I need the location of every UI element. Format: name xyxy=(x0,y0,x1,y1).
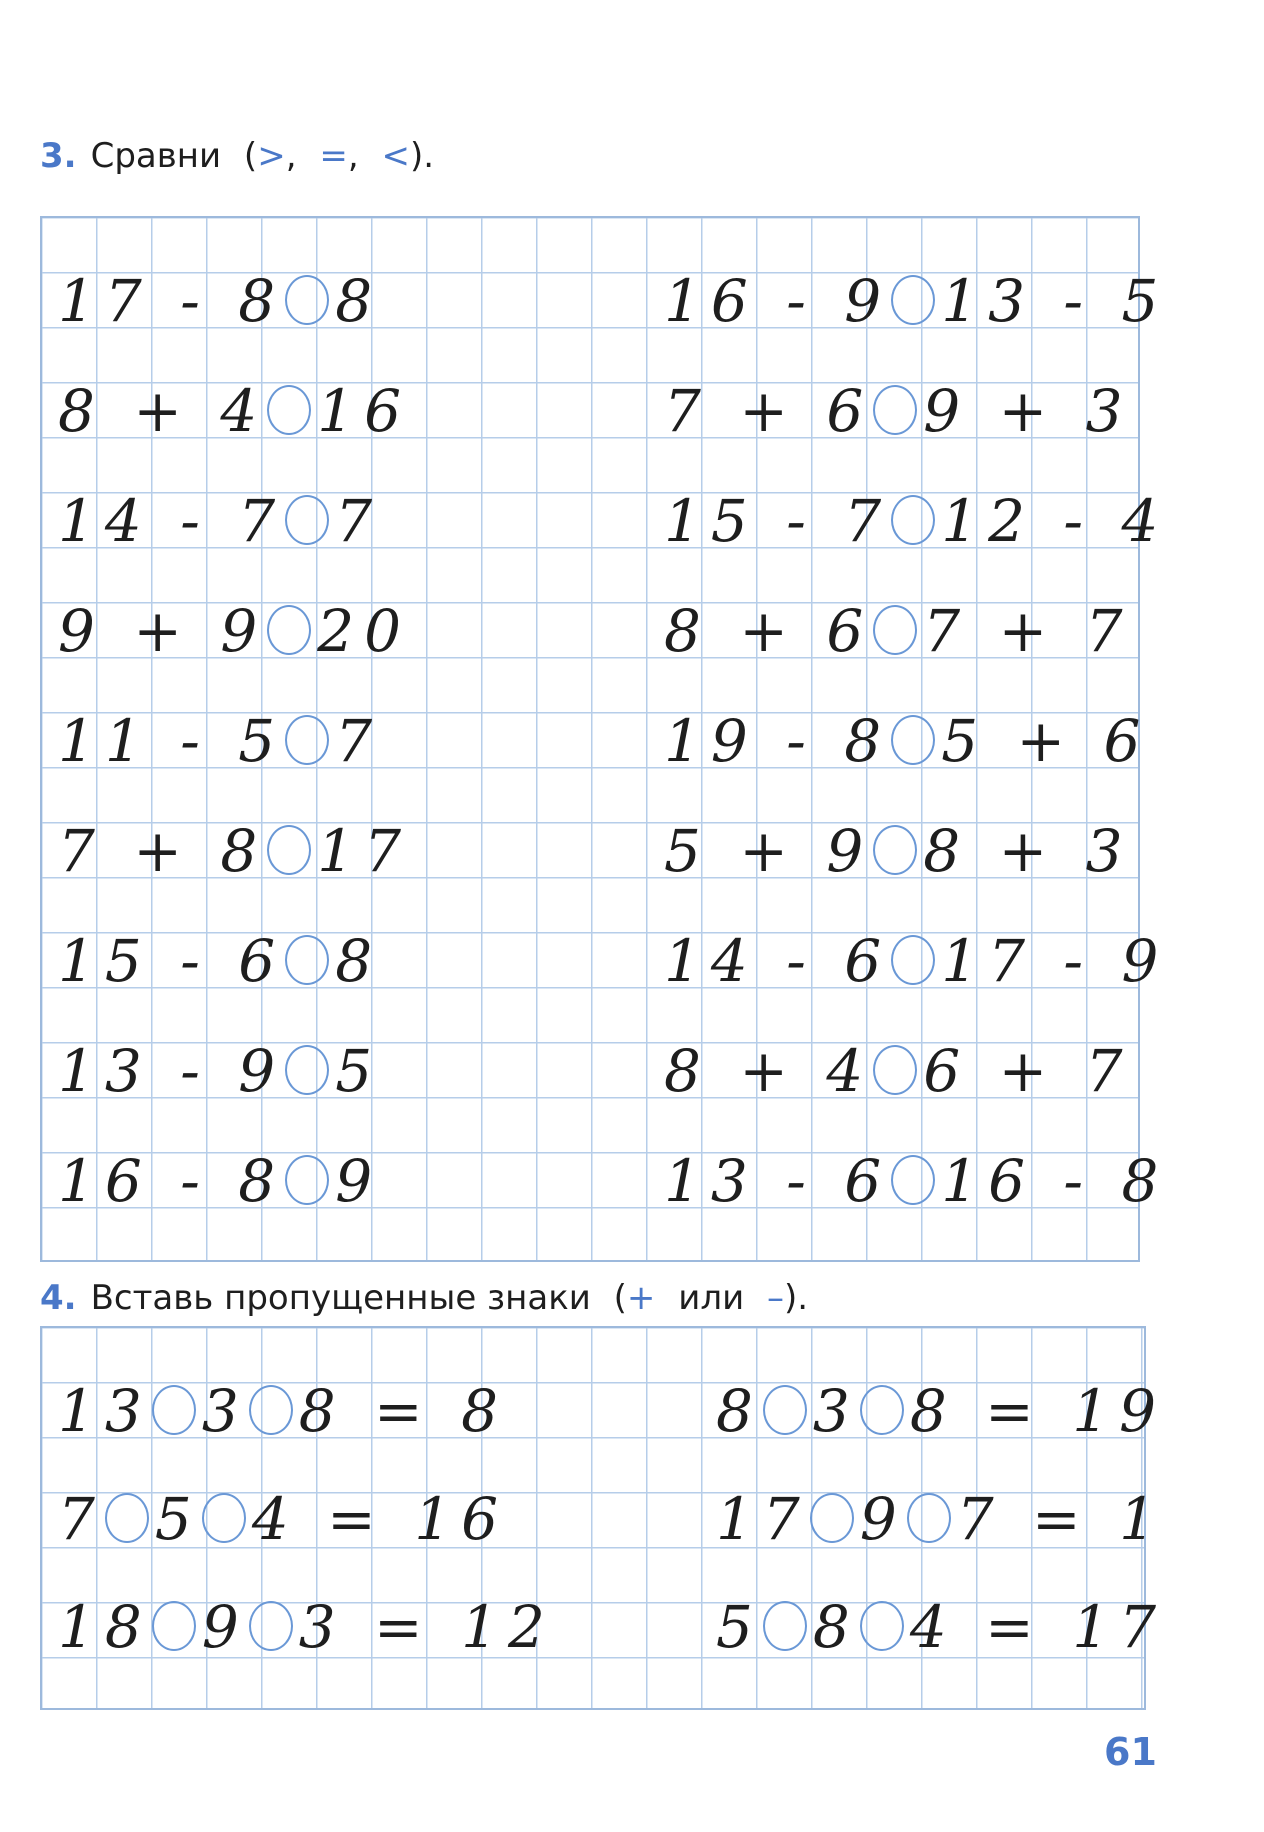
answer-circle[interactable] xyxy=(285,1045,329,1095)
expression-right: 7 xyxy=(335,707,383,775)
operand: 17 xyxy=(716,1485,810,1553)
answer-circle[interactable] xyxy=(810,1493,854,1543)
operand: 7 xyxy=(58,1485,105,1553)
compare-row-right xyxy=(664,267,1169,335)
expression-right: 9 xyxy=(335,1147,383,1215)
answer-circle[interactable] xyxy=(891,715,935,765)
answer-circle[interactable] xyxy=(285,715,329,765)
operand: 3 xyxy=(812,1377,860,1445)
expression-right: 13 - 5 xyxy=(941,267,1169,335)
equals-sign: = xyxy=(956,1593,1073,1661)
answer-circle[interactable] xyxy=(860,1385,904,1435)
operand: 9 xyxy=(859,1485,907,1553)
answer-circle[interactable] xyxy=(891,495,935,545)
answer-circle[interactable] xyxy=(285,935,329,985)
answer-circle[interactable] xyxy=(873,825,917,875)
expression-left: 7 + 8 xyxy=(58,817,268,885)
answer-circle[interactable] xyxy=(891,1155,935,1205)
comma: , xyxy=(285,136,297,176)
expression-right: 5 xyxy=(335,1037,383,1105)
signs-row xyxy=(58,1485,509,1553)
expression-left: 14 - 6 xyxy=(664,927,892,995)
result: 19 xyxy=(1072,1377,1167,1445)
compare-row-left xyxy=(58,927,383,995)
expression-left: 19 - 8 xyxy=(664,707,892,775)
answer-circle[interactable] xyxy=(249,1601,293,1651)
operand: 13 xyxy=(58,1377,152,1445)
answer-circle[interactable] xyxy=(873,1045,917,1095)
compare-row-right xyxy=(664,1147,1169,1215)
compare-row-left xyxy=(58,487,383,555)
result: 8 xyxy=(461,1377,509,1445)
signs-row xyxy=(58,1593,555,1661)
answer-circle[interactable] xyxy=(860,1601,904,1651)
equals-sign: = xyxy=(345,1377,462,1445)
equals-sign: = xyxy=(345,1593,462,1661)
expression-right: 16 - 8 xyxy=(941,1147,1169,1215)
expression-left: 14 - 7 xyxy=(58,487,286,555)
expression-right: 16 xyxy=(317,377,412,445)
comma: , xyxy=(347,136,359,176)
expression-right: 9 + 3 xyxy=(923,377,1133,445)
expression-left: 16 - 9 xyxy=(664,267,892,335)
expression-left: 13 - 6 xyxy=(664,1147,892,1215)
expression-left: 13 - 9 xyxy=(58,1037,286,1105)
sign-less: < xyxy=(381,136,410,176)
result: 1 xyxy=(1119,1485,1167,1553)
answer-circle[interactable] xyxy=(285,275,329,325)
operand: 7 xyxy=(956,1485,1004,1553)
answer-circle[interactable] xyxy=(202,1493,246,1543)
paren-open: ( xyxy=(613,1278,627,1318)
answer-circle[interactable] xyxy=(285,1155,329,1205)
compare-row-left xyxy=(58,707,383,775)
answer-circle[interactable] xyxy=(267,385,311,435)
signs-row xyxy=(58,1377,509,1445)
compare-row-right xyxy=(664,487,1169,555)
compare-row-right xyxy=(664,707,1151,775)
compare-row-left xyxy=(58,1037,383,1105)
equals-sign: = xyxy=(1003,1485,1120,1553)
signs-row xyxy=(716,1485,1167,1553)
answer-circle[interactable] xyxy=(763,1601,807,1651)
signs-row xyxy=(716,1377,1167,1445)
operand: 18 xyxy=(58,1593,152,1661)
answer-circle[interactable] xyxy=(891,275,935,325)
task-3-instruction: Сравни xyxy=(90,136,222,176)
expression-left: 15 - 6 xyxy=(58,927,286,995)
compare-row-left xyxy=(58,817,412,885)
expression-right: 17 xyxy=(317,817,412,885)
answer-circle[interactable] xyxy=(267,825,311,875)
expression-left: 15 - 7 xyxy=(664,487,892,555)
expression-left: 11 - 5 xyxy=(58,707,286,775)
compare-row-right xyxy=(664,927,1169,995)
sign-greater: > xyxy=(257,136,286,176)
answer-circle[interactable] xyxy=(285,495,329,545)
paren-close: ). xyxy=(409,136,435,176)
expression-left: 8 + 4 xyxy=(664,1037,874,1105)
expression-left: 5 + 9 xyxy=(664,817,874,885)
answer-circle[interactable] xyxy=(152,1601,196,1651)
answer-circle[interactable] xyxy=(891,935,935,985)
answer-circle[interactable] xyxy=(763,1385,807,1435)
answer-circle[interactable] xyxy=(249,1385,293,1435)
expression-left: 8 + 6 xyxy=(664,597,874,665)
compare-row-left xyxy=(58,377,412,445)
answer-circle[interactable] xyxy=(267,605,311,655)
compare-row-left xyxy=(58,1147,383,1215)
sign-plus: + xyxy=(626,1278,656,1318)
expression-left: 7 + 6 xyxy=(664,377,874,445)
expression-right: 6 + 7 xyxy=(923,1037,1133,1105)
operand: 3 xyxy=(201,1377,249,1445)
sign-minus: – xyxy=(766,1278,784,1318)
expression-right: 8 xyxy=(335,927,383,995)
answer-circle[interactable] xyxy=(873,385,917,435)
expression-right: 8 xyxy=(335,267,383,335)
compare-row-left xyxy=(58,597,412,665)
expression-right: 12 - 4 xyxy=(941,487,1169,555)
compare-row-right xyxy=(664,377,1133,445)
compare-row-left xyxy=(58,267,383,335)
task-4-header xyxy=(40,1278,808,1318)
equals-sign: = xyxy=(956,1377,1073,1445)
expression-right: 7 + 7 xyxy=(923,597,1133,665)
operand: 9 xyxy=(201,1593,249,1661)
compare-row-right xyxy=(664,1037,1133,1105)
page-number: 61 xyxy=(1104,1730,1157,1774)
expression-right: 8 + 3 xyxy=(923,817,1133,885)
task-3-header xyxy=(40,136,434,176)
operand: 5 xyxy=(154,1485,202,1553)
paren-close: ). xyxy=(783,1278,809,1318)
task-3-number: 3. xyxy=(40,136,77,176)
result: 17 xyxy=(1072,1593,1167,1661)
operand: 8 xyxy=(812,1593,860,1661)
compare-row-right xyxy=(664,597,1133,665)
operand: 8 xyxy=(298,1377,346,1445)
expression-right: 20 xyxy=(317,597,412,665)
answer-circle[interactable] xyxy=(105,1493,149,1543)
expression-left: 9 + 9 xyxy=(58,597,268,665)
operand: 4 xyxy=(909,1593,957,1661)
answer-circle[interactable] xyxy=(907,1493,951,1543)
expression-left: 16 - 8 xyxy=(58,1147,286,1215)
result: 12 xyxy=(461,1593,555,1661)
paren-open: ( xyxy=(243,136,258,176)
operand: 5 xyxy=(716,1593,763,1661)
expression-left: 17 - 8 xyxy=(58,267,286,335)
answer-circle[interactable] xyxy=(873,605,917,655)
operand: 4 xyxy=(251,1485,299,1553)
task-4-instruction: Вставь пропущенные знаки xyxy=(90,1278,591,1318)
compare-row-right xyxy=(664,817,1133,885)
operand: 8 xyxy=(716,1377,763,1445)
expression-right: 17 - 9 xyxy=(941,927,1169,995)
word-or: или xyxy=(678,1278,745,1318)
sign-equal: = xyxy=(319,136,348,176)
expression-right: 5 + 6 xyxy=(941,707,1151,775)
result: 16 xyxy=(414,1485,509,1553)
answer-circle[interactable] xyxy=(152,1385,196,1435)
operand: 8 xyxy=(909,1377,957,1445)
expression-right: 7 xyxy=(335,487,383,555)
task-4-number: 4. xyxy=(40,1278,77,1318)
equals-sign: = xyxy=(298,1485,415,1553)
expression-left: 8 + 4 xyxy=(58,377,268,445)
signs-row xyxy=(716,1593,1167,1661)
operand: 3 xyxy=(298,1593,346,1661)
